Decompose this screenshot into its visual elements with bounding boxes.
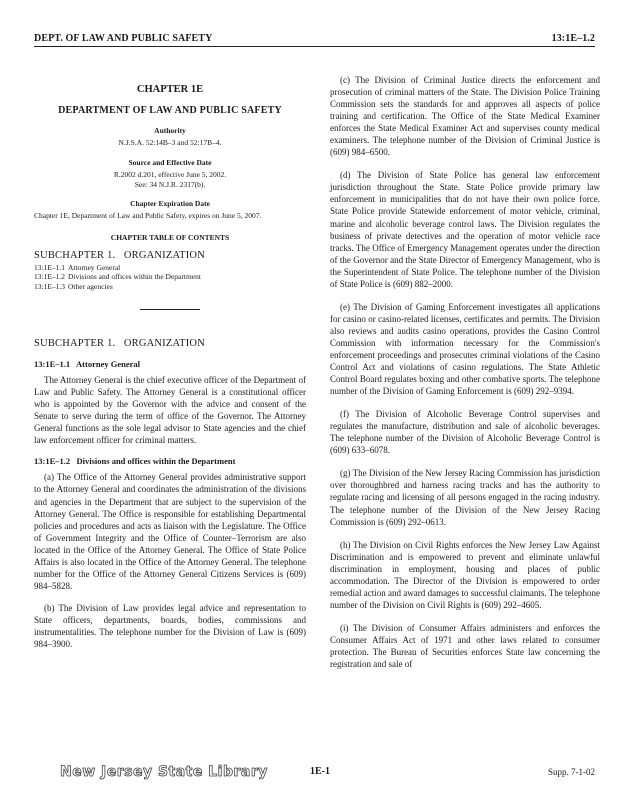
toc-subchapter: SUBCHAPTER 1. ORGANIZATION [34, 250, 205, 261]
section-divider [140, 309, 200, 310]
subchapter-title: SUBCHAPTER 1. ORGANIZATION [34, 338, 205, 350]
paragraph-f: (f) The Division of Alcoholic Beverage Control supervises and regulates the manufacture, distribution and sale of alcoholic beverages. The telephone number of the Division of Alcoholic Beverage Control is (609) 633–6078. [330, 409, 600, 456]
paragraph-i: (i) The Division of Consumer Affairs administers and enforces the Consumer Affairs Act of 1971 and other laws related to consumer protection. The Bureau of Securities enforces State law concerning the registration and sale of [330, 622, 600, 670]
header-department: DEPT. OF LAW AND PUBLIC SAFETY [34, 33, 213, 44]
source-text [34, 170, 306, 190]
paragraph-c: (c) The Division of Criminal Justice directs the enforcement and prosecution of criminal matters of the State. The Division Police Training Commission sets the standards for and approves all aspects of police training and certification. The Office of the State Medical Examiner enforces the State Medical Examiner Act and supervises county medical examiners. The telephone number of the Division of Criminal Justice is (609) 984–6500. [330, 75, 600, 158]
toc-item-title: Divisions and offices within the Department [68, 272, 201, 282]
paragraph-b: (b) The Division of Law provides legal advice and representation to State officers, departments, boards, bodies, commissions and instrumentalities. The telephone number for the Division of Law is (609) 984–3900. [34, 602, 306, 650]
supplement-date: Supp. 7-1-02 [548, 767, 595, 777]
expiration-text: Chapter 1E, Department of Law and Public Safety, expires on June 5, 2007. [34, 211, 262, 221]
paragraph-e: (e) The Division of Gaming Enforcement investigates all applications for casino or casino-related licenses, certificates and permits. The Division also reviews and audits casino operations, provides the Casino Control Commission with information necessary for the Commission's enforcement proceedings and prosecutes criminal violations of the Casino Control Act and violations of casino regulations. The State Athletic Control Board regulates boxing and other combative sports. The telephone number of the Division of Gaming Enforcement is (609) 292–9394. [330, 301, 600, 397]
library-watermark: New Jersey State Library [60, 764, 268, 780]
toc-item-title: Other agencies [68, 281, 113, 291]
section-text-attorney-general: The Attorney General is the chief executive officer of the Department of Law and Public Safety. The Attorney General is a constitutional officer who is appointed by the Governor with the advice and consent of the Senate to serve during the term of office of the Governor. The Attorney General functions as the sole legal advisor to State agencies and the chief law enforcement officer for criminal matters. [34, 375, 306, 446]
toc-item-number: 13:1E–1.2 [34, 272, 66, 282]
paragraph-d: (d) The Division of State Police has general law enforcement jurisdiction throughout the State. State Police provide primary law enforcement in municipalities that do not have their own police force. State Police provide Statewide enforcement of motor vehicle, criminal, marine and alcoholic beverage control laws. The Division regulates the business of private detectives and the operation of motor vehicle race tracks. The Office of Emergency Management operates under the direction of the Governor and the State Director of Emergency Management, who is the Superintendent of State Police. The telephone number of the Division of State Police is (609) 882–2000. [330, 170, 600, 289]
department-title: DEPARTMENT OF LAW AND PUBLIC SAFETY [58, 105, 282, 116]
right-column [330, 74, 600, 681]
source-line-2: See: 34 N.J.R. 2317(b). [134, 179, 206, 189]
toc-item-title: Attorney General [68, 263, 121, 272]
running-header [34, 33, 595, 44]
source-heading: Source and Effective Date [128, 157, 212, 167]
expiration-heading: Chapter Expiration Date [130, 199, 210, 209]
toc-item [34, 272, 306, 281]
paragraph-h: (h) The Division on Civil Rights enforces the New Jersey Law Against Discrimination and is empowered to prevent and eliminate unlawful discrimination in employment, housing and places of public accommodation. The Director of the Division is empowered to order remedial action and award damages to successful claimants. The telephone number of the Division on Civil Rights is (609) 292–4605. [330, 539, 600, 610]
toc-heading: CHAPTER TABLE OF CONTENTS [110, 233, 230, 242]
left-column [34, 74, 306, 660]
header-section-number: 13:1E–1.2 [551, 33, 595, 44]
toc-item [34, 263, 306, 272]
section-heading-attorney-general: 13:1E–1.1 Attorney General [34, 359, 140, 370]
page-number: 1E-1 [310, 766, 330, 777]
page-footer [60, 764, 595, 784]
toc-list [34, 263, 306, 291]
source-line-1: R.2002 d.201, effective June 5, 2002. [113, 169, 227, 179]
paragraph-a: (a) The Office of the Attorney General provides administrative support to the Attorney General and coordinates the administration of the divisions and agencies in the Department that are subject to the supervision of the Attorney General. The Office is responsible for establishing Departmental policies and procedures and acts as liaison with the Legislature. The Office of Government Integrity and the Office of Counter–Terrorism are also located in the Office of the Attorney General. The Office of State Police Affairs is also located in the Office of the Attorney General. The telephone number for the Office of the Attorney General Citizens Services is (609) 984–5828. [34, 472, 306, 591]
paragraph-g: (g) The Division of the New Jersey Racing Commission has jurisdiction over thoroughbred and harness racing tracks and has the authority to regulate racing and licensing of all persons engaged in the racing industry. The telephone number of the Division of the New Jersey Racing Commission is (609) 292–0613. [330, 468, 600, 527]
toc-item-number: 13:1E–1.3 [34, 281, 66, 291]
chapter-title: CHAPTER 1E [136, 84, 204, 95]
header-rule [34, 46, 595, 47]
section-heading-divisions: 13:1E–1.2 Divisions and offices within the Department [34, 456, 236, 467]
authority-text: N.J.S.A. 52:14B–3 and 52:17B–4. [118, 138, 222, 147]
toc-item-number: 13:1E–1.1 [34, 263, 66, 272]
authority-heading: Authority [154, 126, 186, 135]
toc-item [34, 282, 306, 291]
